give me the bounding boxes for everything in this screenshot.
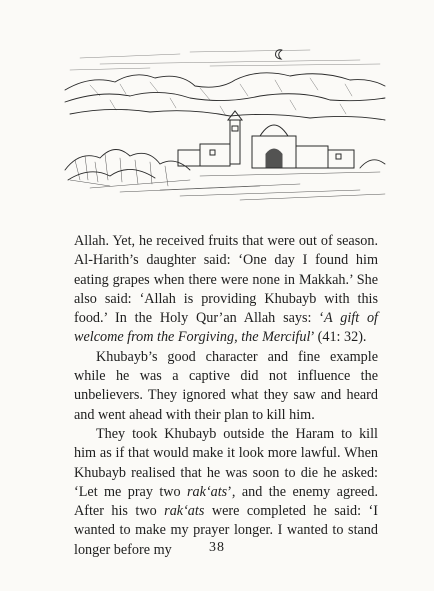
page-number: 38 <box>209 540 225 555</box>
village-sketch-icon <box>60 30 390 210</box>
italic-quote: A gift of welcome from the Forgiving, the Merciful <box>74 310 378 346</box>
text-segment: ’, and the enemy agreed. After his two <box>74 483 378 520</box>
italic-term: rak‘ats <box>164 503 205 520</box>
body-text <box>74 232 378 560</box>
text-segment: Khubayb’s good character and fine example while he was a captive did not influence the unbelievers. They ignored what they saw and heard and went ahead with their plan to kill him. <box>74 348 378 423</box>
text-segment: were completed he said: ‘I wanted to make my prayer longer. I wanted to stand longer before my <box>74 503 378 558</box>
italic-term: rak‘ats <box>187 483 228 500</box>
text-segment: Allah. Yet, he received fruits that were out of season. Al-Harith’s daughter said: ‘One day I found him eating grapes when there were none in Makkah.’ She also said: ‘Allah is providing Khubayb with this food.’ In the Holy Qur’an Allah says: ‘ <box>74 233 378 327</box>
paragraph-2 <box>74 348 378 425</box>
paragraph-1 <box>74 232 378 348</box>
text-segment: They took Khubayb outside the Haram to kill him as if that would make it look more lawful. When Khubayb realised that he was soon to die he asked: ‘Let me pray two <box>74 425 378 500</box>
text-segment: ’ (41: 32). <box>310 329 367 346</box>
